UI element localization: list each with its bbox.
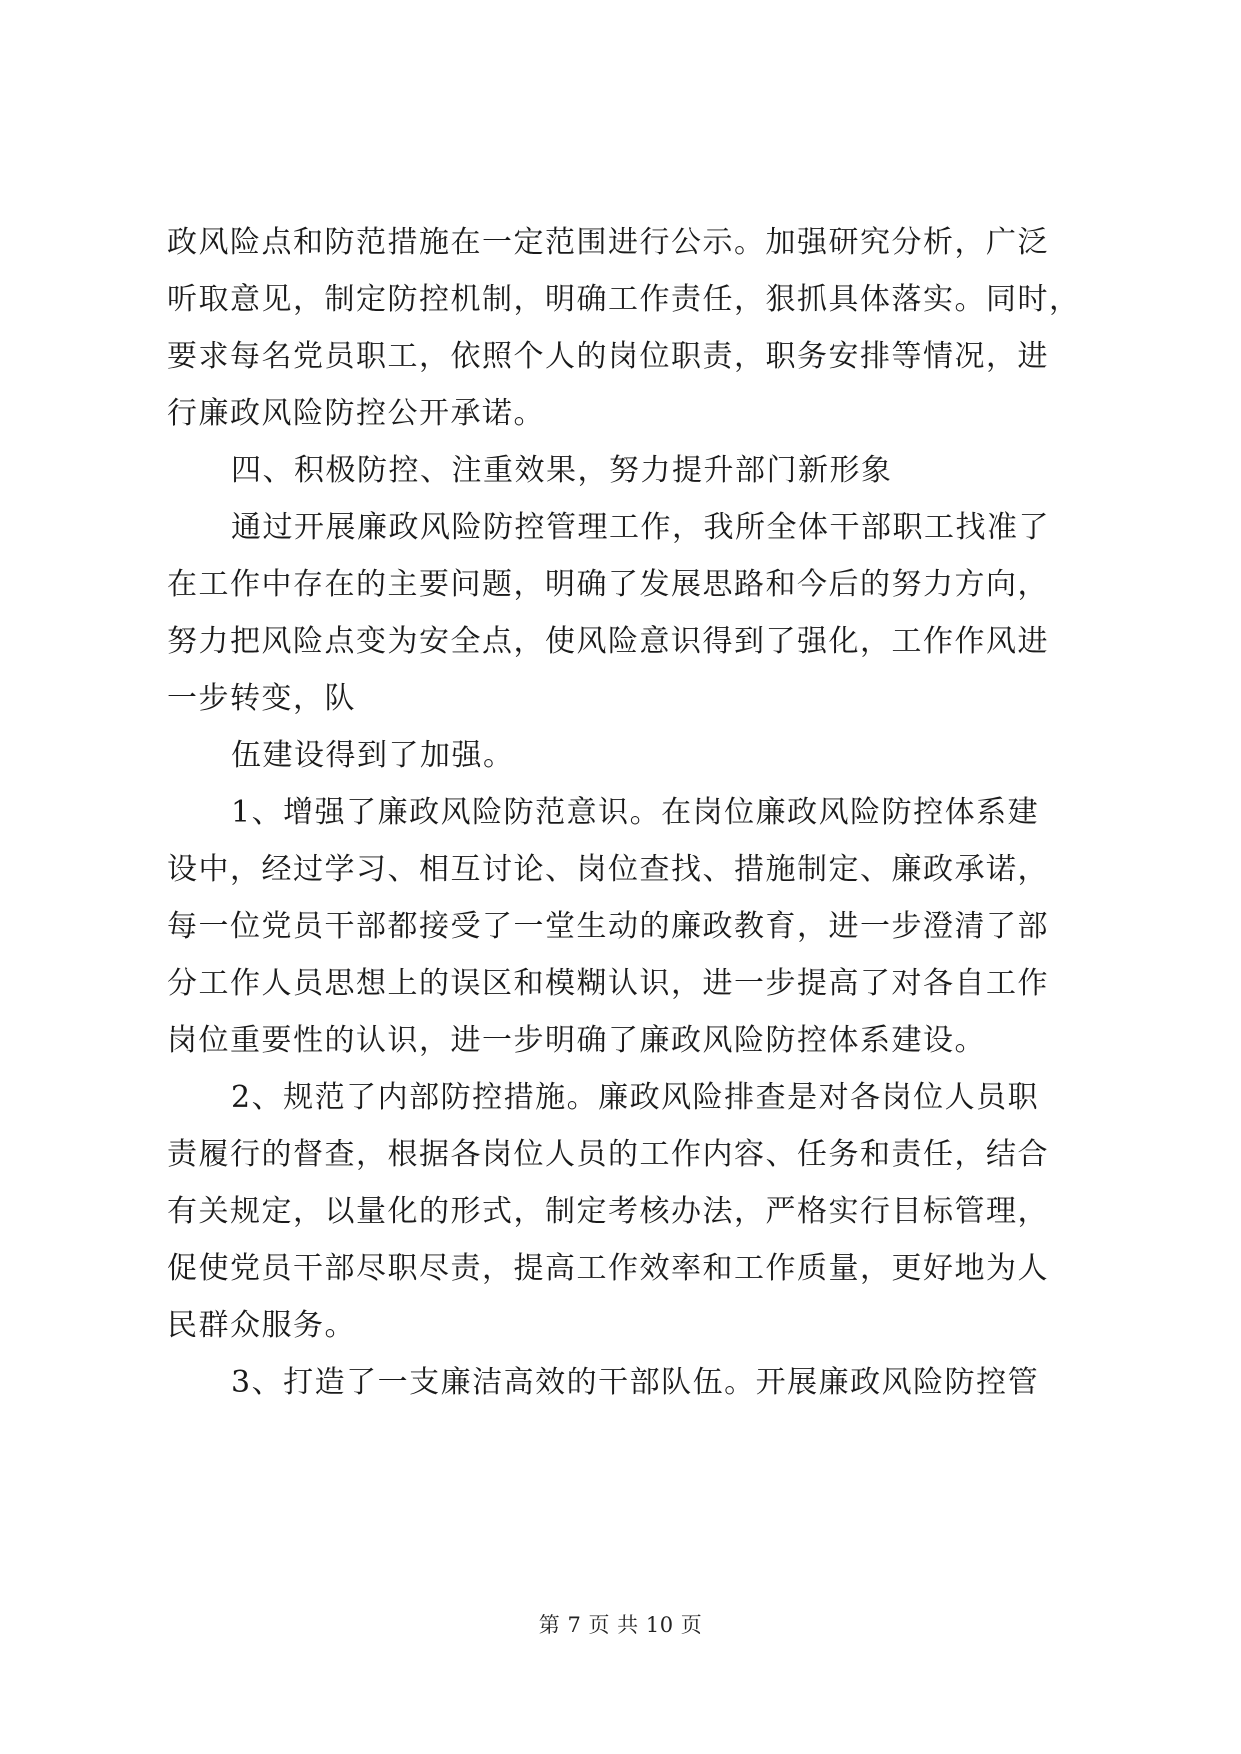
text-line: 2、规范了内部防控措施。廉政风险排查是对各岗位人员职: [231, 1080, 1040, 1115]
document-body: [167, 227, 1087, 1424]
text-line: 促使党员干部尽职尽责，提高工作效率和工作质量，更好地为人: [167, 1251, 1049, 1286]
text-line: 四、积极防控、注重效果，努力提升部门新形象: [231, 453, 893, 488]
text-line: 岗位重要性的认识，进一步明确了廉政风险防控体系建设。: [167, 1023, 986, 1058]
text-line: 3、打造了一支廉洁高效的干部队伍。开展廉政风险防控管: [231, 1365, 1040, 1400]
text-line: 责履行的督查，根据各岗位人员的工作内容、任务和责任，结合: [167, 1137, 1049, 1172]
text-line: 在工作中存在的主要问题，明确了发展思路和今后的努力方向，: [167, 567, 1049, 602]
text-line: 努力把风险点变为安全点，使风险意识得到了强化，工作作风进: [167, 624, 1049, 659]
text-line: 设中，经过学习、相互讨论、岗位查找、措施制定、廉政承诺，: [167, 852, 1049, 887]
text-line: 1、增强了廉政风险防范意识。在岗位廉政风险防控体系建: [231, 795, 1040, 830]
text-line: 通过开展廉政风险防控管理工作，我所全体干部职工找准了: [231, 510, 1050, 545]
text-line: 每一位党员干部都接受了一堂生动的廉政教育，进一步澄清了部: [167, 909, 1049, 944]
text-line: 要求每名党员职工，依照个人的岗位职责，职务安排等情况，进: [167, 339, 1049, 374]
page-footer: 第 7 页 共 10 页: [538, 1613, 703, 1637]
text-line: 行廉政风险防控公开承诺。: [167, 396, 545, 431]
text-line: 分工作人员思想上的误区和模糊认识，进一步提高了对各自工作: [167, 966, 1049, 1001]
text-line: 伍建设得到了加强。: [231, 738, 515, 773]
text-line: 听取意见，制定防控机制，明确工作责任，狠抓具体落实。同时，: [167, 282, 1081, 317]
text-line: 有关规定，以量化的形式，制定考核办法，严格实行目标管理，: [167, 1194, 1049, 1229]
text-line: 政风险点和防范措施在一定范围进行公示。加强研究分析，广泛: [167, 225, 1049, 260]
text-line: 民群众服务。: [167, 1308, 356, 1343]
text-line: 一步转变，队: [167, 681, 356, 716]
